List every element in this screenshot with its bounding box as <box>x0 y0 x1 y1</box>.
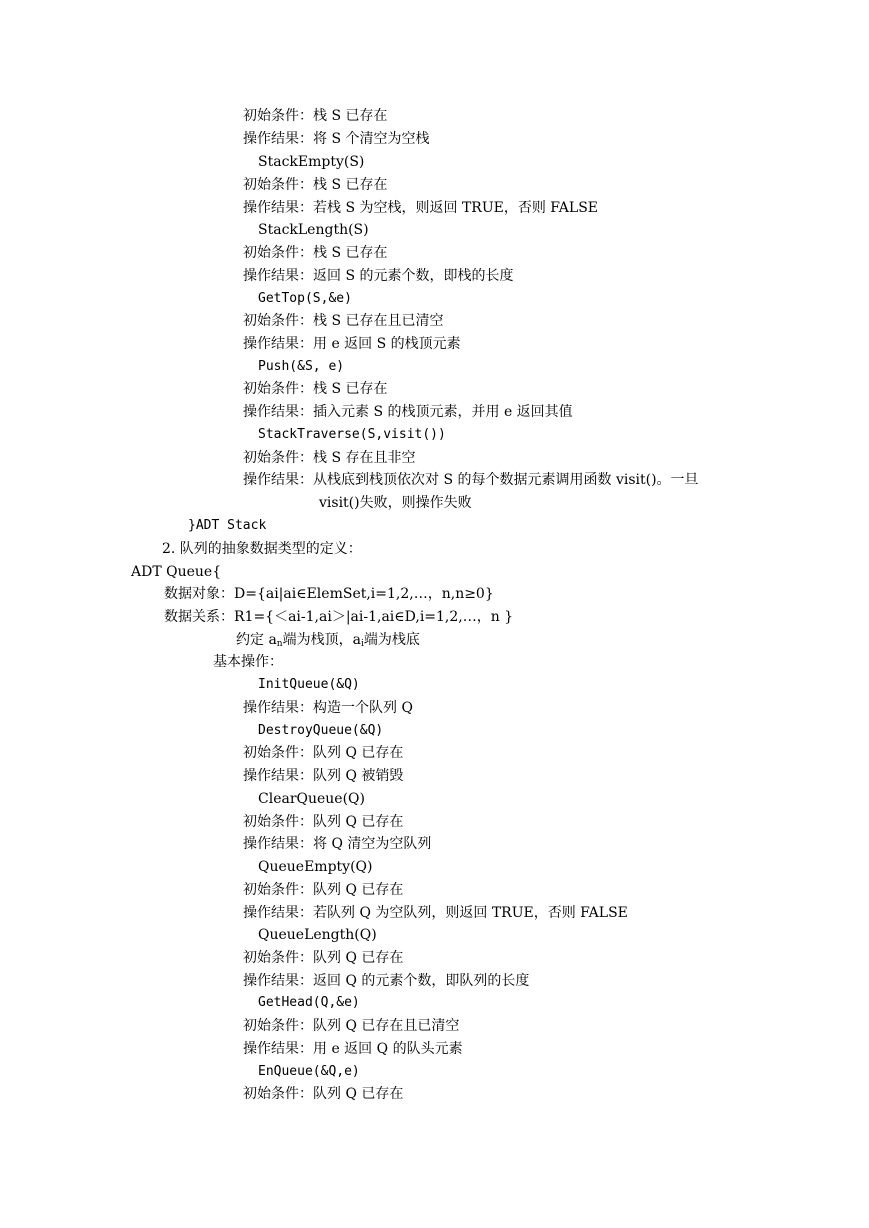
text-line: 初始条件：栈 S 已存在 <box>243 245 388 261</box>
text-line: 操作结果：若栈 S 为空栈，则返回 TRUE，否则 FALSE <box>243 200 599 216</box>
text-line <box>236 631 420 649</box>
text-line: 操作结果：用 e 返回 S 的栈顶元素 <box>243 336 461 352</box>
text-line: 数据对象：D={ai|ai∈ElemSet,i=1,2,…，n,n≥0} <box>164 586 494 602</box>
text-line: EnQueue(&Q,e) <box>258 1064 360 1079</box>
text-line: 操作结果：构造一个队列 Q <box>243 700 413 716</box>
text-line: 初始条件：队列 Q 已存在 <box>243 882 404 898</box>
text-line: 初始条件：栈 S 存在且非空 <box>243 450 416 466</box>
text-segment: 约定 a <box>236 632 277 648</box>
subscript: i <box>360 639 364 649</box>
text-line: 初始条件：队列 Q 已存在且已清空 <box>243 1018 460 1034</box>
text-line: QueueLength(Q) <box>258 927 377 943</box>
text-line: 操作结果：队列 Q 被销毁 <box>243 768 404 784</box>
text-line: 初始条件：队列 Q 已存在 <box>243 1086 404 1102</box>
text-line: 数据关系：R1={＜ai-1,ai＞|ai-1,ai∈D,i=1,2,…，n } <box>164 609 514 625</box>
text-segment: 端为栈顶，a <box>282 632 361 648</box>
text-line: visit()失败，则操作失败 <box>319 495 472 511</box>
text-line: 初始条件：栈 S 已存在 <box>243 108 388 124</box>
text-line: QueueEmpty(Q) <box>258 859 373 875</box>
text-line: 操作结果：将 Q 清空为空队列 <box>243 836 432 852</box>
text-line: Push(&S, e) <box>258 359 345 374</box>
text-line: StackEmpty(S) <box>258 154 365 170</box>
text-line: 操作结果：从栈底到栈顶依次对 S 的每个数据元素调用函数 visit()。一旦 <box>243 472 699 488</box>
text-line: 操作结果：返回 S 的元素个数，即栈的长度 <box>243 268 514 284</box>
text-line: 初始条件：栈 S 已存在且已清空 <box>243 313 444 329</box>
text-line: 初始条件：队列 Q 已存在 <box>243 814 404 830</box>
text-line: 基本操作： <box>213 654 283 670</box>
text-line: 初始条件：队列 Q 已存在 <box>243 950 404 966</box>
text-line: }ADT Stack <box>188 518 267 533</box>
text-line: DestroyQueue(&Q) <box>258 723 384 738</box>
text-line: GetTop(S,&e) <box>258 291 352 306</box>
text-line: StackLength(S) <box>258 222 369 238</box>
text-line: 操作结果：将 S 个清空为空栈 <box>243 131 430 147</box>
section-heading: 2. 队列的抽象数据类型的定义： <box>162 541 362 557</box>
text-line: 初始条件：栈 S 已存在 <box>243 381 388 397</box>
text-line: 初始条件：队列 Q 已存在 <box>243 745 404 761</box>
text-line: 操作结果：插入元素 S 的栈顶元素，并用 e 返回其值 <box>243 404 573 420</box>
text-line: 操作结果：用 e 返回 Q 的队头元素 <box>243 1041 463 1057</box>
text-line: StackTraverse(S,visit()) <box>258 427 446 442</box>
text-line: 操作结果：若队列 Q 为空队列，则返回 TRUE，否则 FALSE <box>243 905 628 921</box>
text-line: GetHead(Q,&e) <box>258 995 360 1010</box>
text-line: 初始条件：栈 S 已存在 <box>243 177 388 193</box>
text-segment: 端为栈底 <box>363 632 420 648</box>
text-line: 操作结果：返回 Q 的元素个数，即队列的长度 <box>243 973 530 989</box>
text-line: ClearQueue(Q) <box>258 791 365 807</box>
text-line: InitQueue(&Q) <box>258 677 360 692</box>
subscript: n <box>276 639 283 649</box>
text-line: ADT Queue{ <box>131 564 222 580</box>
